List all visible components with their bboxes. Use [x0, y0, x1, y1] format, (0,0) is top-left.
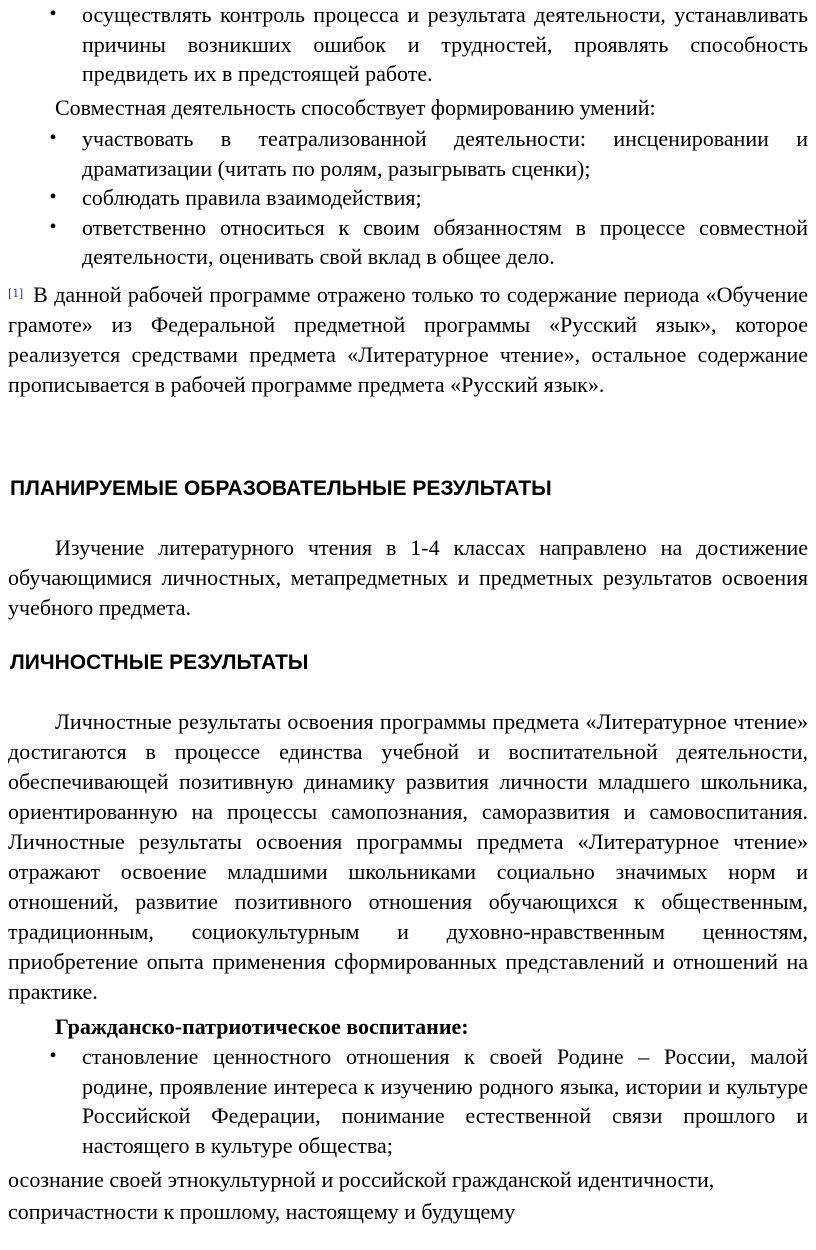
bullet-icon: • [49, 186, 57, 208]
identity-line-1: осознание своей этнокультурной и российской гражданской идентичности, [8, 1167, 715, 1192]
paragraph-study: Изучение литературного чтения в 1-4 классах направлено на достижение обучающимися личностных, метапредметных и предметных результатов освоения учебного предмета. [8, 535, 808, 620]
heading-personal-results: ЛИЧНОСТНЫЕ РЕЗУЛЬТАТЫ [10, 651, 309, 674]
subheading-civic-education: Гражданско-патриотическое воспитание: [55, 1014, 469, 1039]
footnote-marker[interactable]: [1] [8, 285, 24, 300]
bullet-list-joint [0, 124, 808, 272]
identity-line-2: сопричастности к прошлому, настоящему и будущему [8, 1199, 516, 1224]
heading-planned-results: ПЛАНИРУЕМЫЕ ОБРАЗОВАТЕЛЬНЫЕ РЕЗУЛЬТАТЫ [10, 477, 552, 500]
list-item [0, 183, 808, 213]
joint-activity-intro: Совместная деятельность способствует формированию умений: [55, 95, 656, 120]
list-item-text: ответственно относиться к своим обязанностям в процессе совместной деятельности, оценивать свой вклад в общее дело. [82, 214, 808, 269]
list-item [0, 0, 808, 89]
list-item-text: соблюдать правила взаимодействия; [82, 185, 422, 210]
paragraph-personal-results: Личностные результаты освоения программы предмета «Литературное чтение» достигаются в процессе единства учебной и воспитательной деятельности, обеспечивающей позитивную динамику развития личности младшего школьника, ориентированную на процессы самопознания, саморазвития и самовоспитания. Личностные результаты освоения программы предмета «Литературное чтение» отражают освоение младшими школьниками социально значимых норм и отношений, развитие позитивного отношения обучающихся к общественным, традиционным, социокультурным и духовно-нравственным ценностям, приобретение опыта применения сформированных представлений и отношений на практике. [8, 709, 808, 1004]
list-item-text: становление ценностного отношения к своей Родине – России, малой родине, проявление интереса к изучению родного языка, истории и культуре Российской Федерации, понимание естественной связи прошлого и настоящего в культуре общества; [82, 1044, 808, 1158]
list-item [0, 124, 808, 183]
bullet-list-control [0, 0, 808, 89]
footnote-text: В данной рабочей программе отражено только то содержание периода «Обучение грамоте» из Федеральной предметной программы «Русский язык», которое реализуется средствами предмета «Литературное чтение», остальное содержание прописывается в рабочей программе предмета «Русский язык». [8, 282, 808, 397]
bullet-icon: • [49, 3, 57, 25]
list-item [0, 1042, 808, 1160]
list-item [0, 213, 808, 272]
bullet-icon: • [49, 215, 57, 238]
bullet-icon: • [49, 1045, 57, 1067]
list-item-text: осуществлять контроль процесса и результата деятельности, устанавливать причины возникших ошибок и трудностей, проявлять способность предвидеть их в предстоящей работе. [82, 2, 808, 86]
bullet-list-civic [0, 1042, 808, 1160]
list-item-text: участвовать в театрализованной деятельности: инсценировании и драматизации (читать по ролям, разыгрывать сценки); [82, 126, 808, 181]
bullet-icon: • [49, 127, 57, 149]
footnote [8, 280, 808, 400]
